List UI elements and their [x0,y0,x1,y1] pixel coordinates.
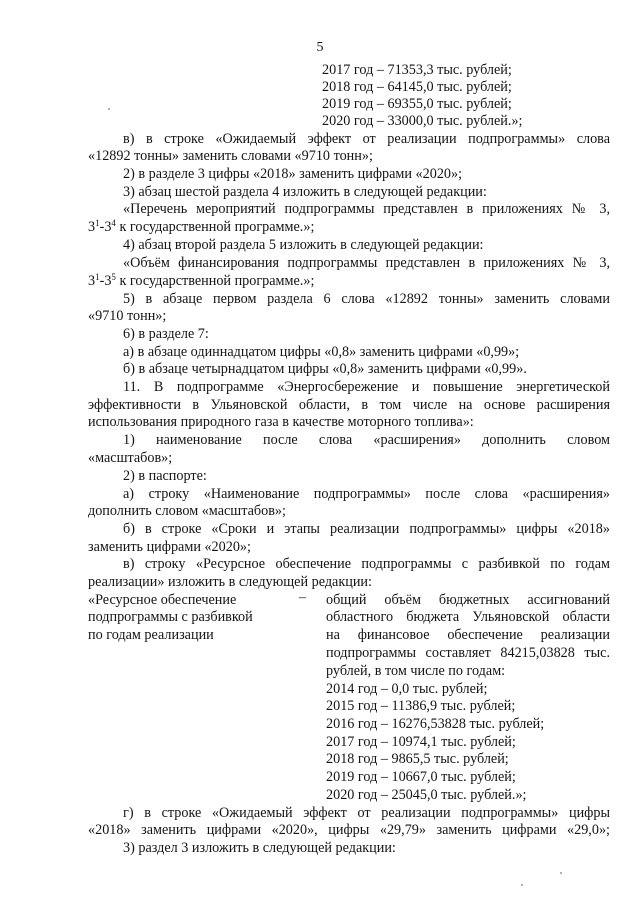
table-year-2016: 2016 год – 16276,53828 тыс. рублей; [326,716,545,732]
paragraph-item-4: 4) абзац второй раздела 5 изложить в следующей редакции: [123,237,484,253]
paragraph-quote-2-line2: $3^1-3^5$ к государственной программе.»; [88,272,315,289]
paragraph-v-line1: в) в строке «Ожидаемый эффект от реализации подпрограммы» слова [123,131,610,147]
paragraph-16-line1: в) строку «Ресурсное обеспечение подпрограммы с разбивкой по годам [123,556,610,572]
paragraph-v-line2: «12892 тонны» заменить словами «9710 тонн»; [88,148,373,164]
paragraph-15-line1: б) в строке «Сроки и этапы реализации подпрограммы» цифры «2018» [123,521,610,537]
table-year-2017: 2017 год – 10974,1 тыс. рублей; [326,734,516,750]
scan-speck [521,884,523,886]
paragraph-quote-2-line1: «Объём финансирования подпрограммы представлен в приложениях № 3, [123,255,610,271]
page-number: 5 [316,40,324,55]
table-right-line1: общий объём бюджетных ассигнований [326,592,610,608]
paragraph-sub-a: а) в абзаце одиннадцатом цифры «0,8» заменить цифрами «0,99»; [123,344,520,360]
paragraph-17-line1: г) в строке «Ожидаемый эффект от реализации подпрограммы» цифры [123,805,610,821]
table-year-2015: 2015 год – 11386,9 тыс. рублей; [326,698,516,714]
paragraph-11-line1: 11. В подпрограмме «Энергосбережение и повышение энергетической [123,379,610,395]
paragraph-11-line2: эффективности в Ульяновской области, в том числе на основе расширения [88,397,610,413]
year-line-2020: 2020 год – 33000,0 тыс. рублей.»; [322,113,523,129]
table-year-2018: 2018 год – 9865,5 тыс. рублей; [326,751,509,767]
scan-speck [560,872,562,874]
paragraph-quote-1-line2: $3^1-3^4$ к государственной программе.»; [88,218,315,235]
paragraph-item-6: 6) в разделе 7: [123,326,209,342]
year-line-2019: 2019 год – 69355,0 тыс. рублей; [322,96,512,112]
year-line-2017: 2017 год – 71353,3 тыс. рублей; [322,62,512,78]
table-right-line2: областного бюджета Ульяновской области [326,609,610,625]
table-left-line2: подпрограммы с разбивкой [88,609,253,625]
table-right-line3: на финансовое обеспечение реализации [326,627,610,643]
table-left-line3: по годам реализации [88,627,214,643]
paragraph-sub-b: б) в абзаце четырнадцатом цифры «0,8» заменить цифрами «0,99». [123,361,527,377]
paragraph-17-line2: «2018» заменить цифрами «2020», цифры «29,79» заменить цифрами «29,0»; [88,822,610,838]
paragraph-item-5-line2: «9710 тонн»; [88,308,167,324]
table-year-2019: 2019 год – 10667,0 тыс. рублей; [326,769,516,785]
paragraph-13: 2) в паспорте: [123,468,207,484]
paragraph-quote-1-line1: «Перечень мероприятий подпрограммы представлен в приложениях № 3, [123,201,610,217]
paragraph-item-3: 3) абзац шестой раздела 4 изложить в следующей редакции: [123,184,487,200]
table-dash: – [299,590,306,605]
table-right-line4: подпрограммы составляет 84215,03828 тыс. [326,645,610,661]
table-right-line5: рублей, в том числе по годам: [326,663,506,679]
paragraph-15-line2: заменить цифрами «2020»; [88,539,251,555]
table-year-2020: 2020 год – 25045,0 тыс. рублей.»; [326,787,527,803]
paragraph-18: 3) раздел 3 изложить в следующей редакции: [123,840,396,856]
table-year-2014: 2014 год – 0,0 тыс. рублей; [326,681,488,697]
table-left-line1: «Ресурсное обеспечение [88,592,237,608]
paragraph-16-line2: реализации» изложить в следующей редакции: [88,574,372,590]
paragraph-11-line3: использования природного газа в качестве моторного топлива»: [88,414,474,430]
scan-speck [108,108,110,110]
paragraph-14-line2: дополнить словом «масштабов»; [88,503,286,519]
paragraph-14-line1: а) строку «Наименование подпрограммы» после слова «расширения» [123,486,610,502]
paragraph-item-5-line1: 5) в абзаце первом раздела 6 слова «12892 тонны» заменить словами [123,291,610,307]
paragraph-12-line1: 1) наименование после слова «расширения» дополнить словом [123,432,610,448]
paragraph-item-2: 2) в разделе 3 цифры «2018» заменить цифрами «2020»; [123,166,463,182]
year-line-2018: 2018 год – 64145,0 тыс. рублей; [322,79,512,95]
paragraph-12-line2: «масштабов»; [88,450,173,466]
